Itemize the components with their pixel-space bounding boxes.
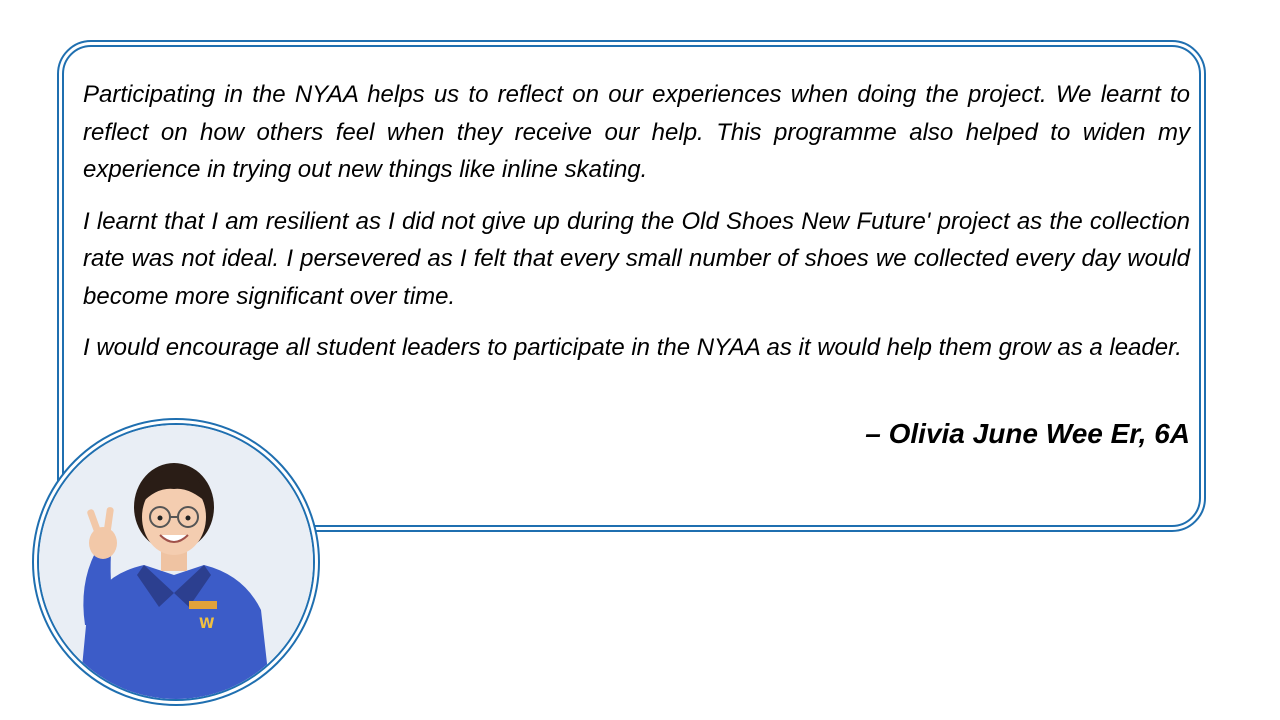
- testimonial-paragraph-2: I learnt that I am resilient as I did not give up during the Old Shoes New Future' project as the collection rate was not ideal. I persevered as I felt that every small number of shoes we collected every day would become more significant over time.: [83, 207, 1190, 310]
- testimonial-paragraph-3: I would encourage all student leaders to participate in the NYAA as it would help them grow as a leader.: [83, 334, 1182, 361]
- testimonial-attribution: – Olivia June Wee Er, 6A: [865, 418, 1190, 449]
- student-photo: [32, 418, 320, 706]
- testimonial-text: [83, 76, 1190, 381]
- student-portrait-illustration: [39, 425, 313, 699]
- svg-text:W: W: [199, 616, 215, 632]
- testimonial-paragraph-1: Participating in the NYAA helps us to reflect on our experiences when doing the project. We learnt to reflect on how others feel when they receive our help. This programme also helped to widen my experience in trying out new things like inline skating.: [83, 81, 1190, 183]
